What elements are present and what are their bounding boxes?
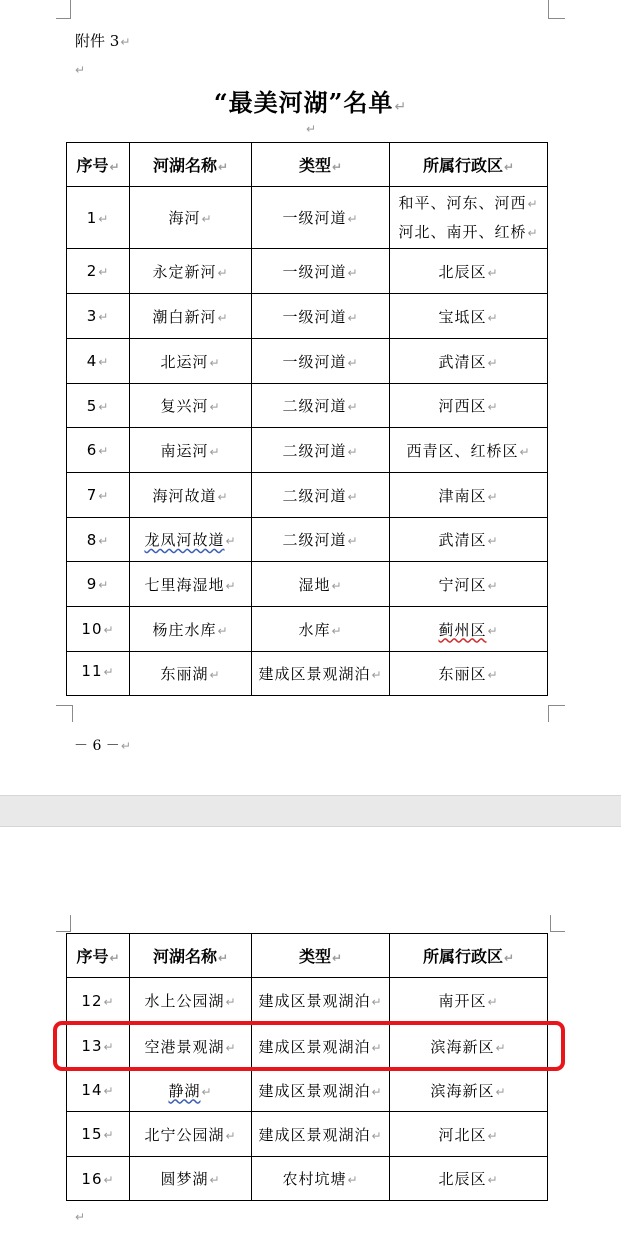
- row-number: 15↵: [67, 1112, 130, 1157]
- river-name: 龙凤河故道↵: [130, 518, 252, 562]
- table-header-row: [67, 934, 548, 978]
- river-type: 建成区景观湖泊↵: [252, 652, 390, 696]
- table-row: [67, 339, 548, 384]
- river-name: 海河故道↵: [130, 473, 252, 518]
- district: 蓟州区↵: [390, 607, 548, 652]
- river-name: 水上公园湖↵: [130, 978, 252, 1024]
- row-number: 1↵: [67, 187, 130, 249]
- crop-mark-bottom-right: [548, 705, 565, 722]
- district: 津南区↵: [390, 473, 548, 518]
- row-number: 9↵: [67, 562, 130, 607]
- river-type: 建成区景观湖泊↵: [252, 1024, 390, 1069]
- row-number: 2↵: [67, 249, 130, 294]
- river-name: 北运河↵: [130, 339, 252, 384]
- river-name: 七里海湿地↵: [130, 562, 252, 607]
- row-number: 12↵: [67, 978, 130, 1024]
- table-header-row: [67, 143, 548, 187]
- district: 和平、河东、河西↵ 河北、南开、红桥↵: [390, 187, 548, 249]
- river-type: 二级河道↵: [252, 518, 390, 562]
- row-number: 6↵: [67, 428, 130, 473]
- crop-mark-top-right: [550, 915, 565, 932]
- river-name: 圆梦湖↵: [130, 1157, 252, 1201]
- empty-paragraph-mark: ↵: [75, 63, 86, 77]
- header-cell: 河湖名称↵: [130, 934, 252, 978]
- table-row: [67, 518, 548, 562]
- crop-mark-top-right: [548, 0, 565, 19]
- district: 北辰区↵: [390, 1157, 548, 1201]
- row-number: 5↵: [67, 384, 130, 428]
- header-cell: 序号↵: [67, 143, 130, 187]
- row-number: 14↵: [67, 1069, 130, 1112]
- river-name: 北宁公园湖↵: [130, 1112, 252, 1157]
- table-row: [67, 473, 548, 518]
- river-type: 一级河道↵: [252, 294, 390, 339]
- river-type: 二级河道↵: [252, 428, 390, 473]
- district: 河北区↵: [390, 1112, 548, 1157]
- table-row: [67, 1157, 548, 1201]
- empty-paragraph-mark: ↵: [75, 1210, 86, 1224]
- river-type: 建成区景观湖泊↵: [252, 1112, 390, 1157]
- district: 北辰区↵: [390, 249, 548, 294]
- highlight-box-row-13: [53, 1021, 565, 1071]
- river-type: 农村坑塘↵: [252, 1157, 390, 1201]
- river-name: 复兴河↵: [130, 384, 252, 428]
- page-number: － 6 －↵: [74, 738, 131, 754]
- row-number: 8↵: [67, 518, 130, 562]
- river-name: 东丽湖↵: [130, 652, 252, 696]
- row-number: 16↵: [67, 1157, 130, 1201]
- district: 滨海新区↵: [390, 1024, 548, 1069]
- table-row: [67, 249, 548, 294]
- table-row: [67, 384, 548, 428]
- row-number: 4↵: [67, 339, 130, 384]
- crop-mark-top-left: [56, 0, 71, 19]
- crop-mark-bottom-left: [56, 705, 73, 722]
- table-row: [67, 652, 548, 696]
- district: 西青区、红桥区↵: [390, 428, 548, 473]
- district: 武清区↵: [390, 339, 548, 384]
- district: 宁河区↵: [390, 562, 548, 607]
- river-type: 一级河道↵: [252, 339, 390, 384]
- river-name: 空港景观湖↵: [130, 1024, 252, 1069]
- header-cell: 类型↵: [252, 934, 390, 978]
- district: 武清区↵: [390, 518, 548, 562]
- page-break-gap: [0, 795, 621, 827]
- table-row: [67, 1069, 548, 1112]
- row-number: 7↵: [67, 473, 130, 518]
- header-cell: 序号↵: [67, 934, 130, 978]
- table-row: [67, 428, 548, 473]
- row-number: 13↵: [67, 1024, 130, 1069]
- river-type: 二级河道↵: [252, 384, 390, 428]
- river-name: 南运河↵: [130, 428, 252, 473]
- empty-paragraph-mark: ↵: [306, 122, 317, 136]
- district: 南开区↵: [390, 978, 548, 1024]
- header-cell: 类型↵: [252, 143, 390, 187]
- river-name: 海河↵: [130, 187, 252, 249]
- header-cell: 所属行政区↵: [390, 934, 548, 978]
- river-name: 永定新河↵: [130, 249, 252, 294]
- table-row: [67, 607, 548, 652]
- table-row: [67, 187, 548, 249]
- row-number: 11↵: [67, 652, 130, 696]
- table-row: [67, 1112, 548, 1157]
- crop-mark-top-left: [56, 915, 71, 932]
- river-type: 建成区景观湖泊↵: [252, 978, 390, 1024]
- river-type: 一级河道↵: [252, 249, 390, 294]
- river-type: 建成区景观湖泊↵: [252, 1069, 390, 1112]
- district: 河西区↵: [390, 384, 548, 428]
- river-lake-table-page1: [66, 142, 548, 696]
- river-type: 二级河道↵: [252, 473, 390, 518]
- river-type: 湿地↵: [252, 562, 390, 607]
- district: 东丽区↵: [390, 652, 548, 696]
- table-row: [67, 978, 548, 1024]
- river-type: 水库↵: [252, 607, 390, 652]
- header-cell: 河湖名称↵: [130, 143, 252, 187]
- row-number: 10↵: [67, 607, 130, 652]
- table-row: [67, 294, 548, 339]
- river-name: 潮白新河↵: [130, 294, 252, 339]
- table-row: [67, 562, 548, 607]
- district: 宝坻区↵: [390, 294, 548, 339]
- river-type: 一级河道↵: [252, 187, 390, 249]
- document-title: “最美河湖”名单↵: [213, 88, 408, 117]
- river-name: 静湖↵: [130, 1069, 252, 1112]
- row-number: 3↵: [67, 294, 130, 339]
- attachment-label: 附件 3↵: [75, 32, 131, 50]
- district: 滨海新区↵: [390, 1069, 548, 1112]
- river-name: 杨庄水库↵: [130, 607, 252, 652]
- header-cell: 所属行政区↵: [390, 143, 548, 187]
